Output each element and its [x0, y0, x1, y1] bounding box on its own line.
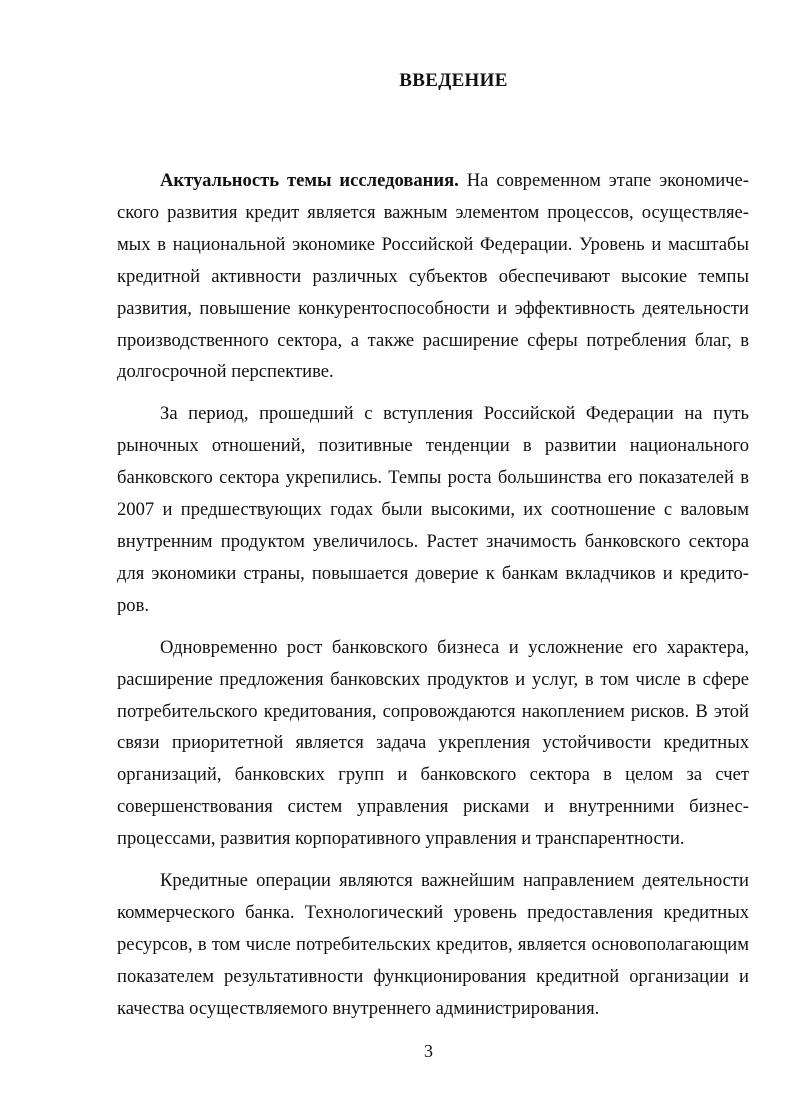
paragraph-relevance [117, 165, 749, 388]
paragraph-banking-sector [117, 398, 749, 621]
page-title: ВВЕДЕНИЕ [399, 70, 508, 91]
paragraph-credit-operations [117, 865, 749, 1025]
paragraph-text: Кредитные операции являются важнейшим направлением деятельности коммерческого банка. Технологический уровень предоставления кредитных ресурсов, в том числе потребительских кредитов, является основополагающим показателем результативности функционирования кредитной организации и качества осуществляемого внутреннего администрирования. [117, 870, 749, 1019]
paragraph-lead: Актуальность темы исследования. [160, 170, 459, 191]
page-number: 3 [424, 1041, 433, 1061]
paragraph-text: Одновременно рост банковского бизнеса и усложнение его характера, расширение предложения банковских продуктов и услуг, в том числе в сфере потребительского кредитования, сопровождаются накоплением рисков. В этой связи приоритетной является задача укрепления устойчивости кредитных организаций, банковских групп и банковского сектора в целом за счет совершенствования систем управления рисками и внутренними бизнес-процессами, развития корпоративного управления и транспарентности. [117, 636, 749, 850]
paragraph-risks [117, 632, 749, 855]
body-text [117, 165, 749, 1025]
paragraph-text: За период, прошедший с вступления Российской Федерации на путь рыночных отношений, позитивные тенденции в развитии национального банковского сектора укрепились. Темпы роста большинства его показателей в 2007 и предшествующих годах были высокими, их соотношение с валовым внутренним продуктом увеличилось. Растет значимость банковского сектора для экономики страны, повышается доверие к банкам вкладчиков и кредиторов. [117, 403, 749, 616]
paragraph-text: На современном этапе экономического развития кредит является важным элементом процессов, осуществляемых в национальной экономике Российской Федерации. Уровень и масштабы кредитной активности различных субъектов обеспечивают высокие темпы развития, повышение конкурентоспособности и эффективность деятельности производственного сектора, а также расширение сферы потребления благ, в долгосрочной перспективе. [117, 170, 749, 383]
